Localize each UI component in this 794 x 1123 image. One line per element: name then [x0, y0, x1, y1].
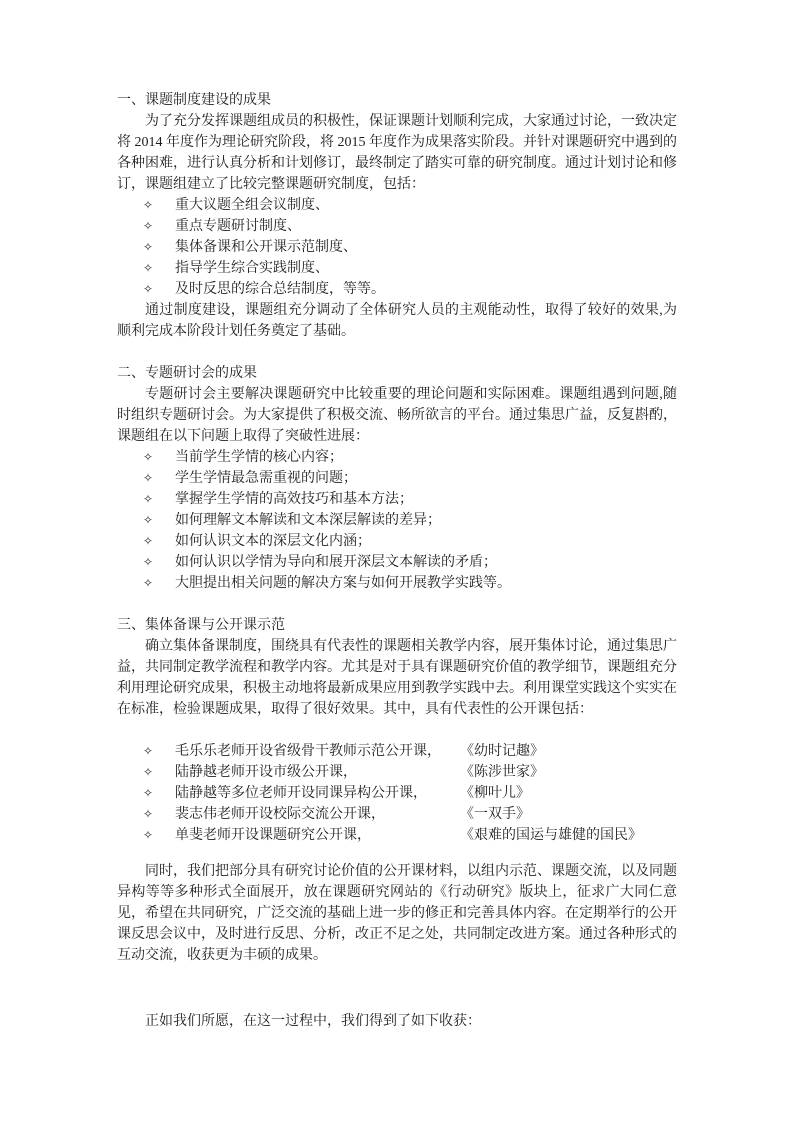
diamond-bullet-icon: ✧	[143, 786, 154, 800]
diamond-bullet-icon: ✧	[143, 198, 154, 212]
section-1-paragraph-1: 为了充分发挥课题组成员的积极性，保证课题计划顺利完成，大家通过讨论，一致决定将 2014 年度作为理论研究阶段，将 2015 年度作为成果落实阶段。并针对课题研究中遇到的各种困难，进行认真分析和计划修订，最终制定了踏实可靠的研究制度。通过计划讨论和修订，课题组建立了比较完整课题研究制度，包括：	[117, 114, 677, 192]
diamond-bullet-icon: ✧	[143, 450, 154, 464]
diamond-bullet-icon: ✧	[143, 240, 154, 254]
closing-line: 正如我们所愿，在这一过程中，我们得到了如下收获：	[145, 1014, 481, 1029]
diamond-bullet-icon: ✧	[143, 513, 154, 527]
section-2-paragraph-1: 专题研讨会主要解决课题研究中比较重要的理论问题和实际困难。课题组遇到问题,随时组织专题研讨会。为大家提供了积极交流、畅所欲言的平台。通过集思广益，反复斟酌，课题组在以下问题上取得了突破性进展：	[117, 387, 677, 444]
open-class-item	[117, 762, 677, 783]
diamond-bullet-icon: ✧	[143, 555, 154, 569]
open-class-book-title: 《幼时记趣》	[460, 744, 544, 759]
document-content	[117, 90, 677, 1032]
section-1-bullet-list	[117, 195, 677, 300]
list-item	[117, 195, 677, 216]
open-class-list	[117, 741, 677, 846]
list-item	[117, 552, 677, 573]
list-item	[117, 531, 677, 552]
diamond-bullet-icon: ✧	[143, 282, 154, 296]
list-item	[117, 573, 677, 594]
open-class-book-title: 《陈涉世家》	[460, 765, 544, 780]
list-item-text: 重大议题全组会议制度、	[175, 198, 329, 213]
list-item	[117, 489, 677, 510]
open-class-description: 单斐老师开设课题研究公开课，	[175, 828, 371, 843]
list-item-text: 及时反思的综合总结制度，等等。	[175, 282, 385, 297]
list-item-text: 如何认识文本的深层文化内涵；	[175, 534, 371, 549]
list-item-text: 重点专题研讨制度、	[175, 219, 301, 234]
list-item-text: 如何认识以学情为导向和展开深层文本解读的矛盾；	[175, 555, 497, 570]
list-item-text: 如何理解文本解读和文本深层解读的差异；	[175, 513, 441, 528]
diamond-bullet-icon: ✧	[143, 807, 154, 821]
diamond-bullet-icon: ✧	[143, 219, 154, 233]
open-class-description: 裴志伟老师开设校际交流公开课，	[175, 807, 385, 822]
open-class-book-title: 《柳叶儿》	[460, 786, 530, 801]
open-class-item	[117, 741, 677, 762]
list-item	[117, 258, 677, 279]
list-item	[117, 468, 677, 489]
section-1-heading: 一、课题制度建设的成果	[117, 93, 271, 108]
diamond-bullet-icon: ✧	[143, 828, 154, 842]
section-2-heading: 二、专题研讨会的成果	[117, 366, 257, 381]
diamond-bullet-icon: ✧	[143, 261, 154, 275]
list-item	[117, 216, 677, 237]
open-class-book-title: 《一双手》	[460, 807, 530, 822]
open-class-item	[117, 825, 677, 846]
diamond-bullet-icon: ✧	[143, 744, 154, 758]
open-class-description: 陆静越等多位老师开设同课异构公开课，	[175, 786, 427, 801]
open-class-description: 陆静越老师开设市级公开课，	[175, 765, 357, 780]
open-class-book-title: 《艰难的国运与雄健的国民》	[460, 828, 642, 843]
list-item-text: 大胆提出相关问题的解决方案与如何开展教学实践等。	[175, 576, 511, 591]
list-item	[117, 237, 677, 258]
open-class-description: 毛乐乐老师开设省级骨干教师示范公开课，	[175, 744, 441, 759]
section-3-paragraph-1: 确立集体备课制度，围绕具有代表性的课题相关教学内容，展开集体讨论，通过集思广益，共同制定教学流程和教学内容。尤其是对于具有课题研究价值的教学细节，课题组充分利用理论研究成果，积极主动地将最新成果应用到教学实践中去。利用课堂实践这个实实在在标准，检验课题成果，取得了很好效果。其中，具有代表性的公开课包括：	[117, 639, 677, 717]
list-item-text: 学生学情最急需重视的问题；	[175, 471, 357, 486]
diamond-bullet-icon: ✧	[143, 471, 154, 485]
list-item	[117, 279, 677, 300]
diamond-bullet-icon: ✧	[143, 765, 154, 779]
diamond-bullet-icon: ✧	[143, 534, 154, 548]
list-item	[117, 510, 677, 531]
section-1-paragraph-2: 通过制度建设，课题组充分调动了全体研究人员的主观能动性，取得了较好的效果,为顺利完成本阶段计划任务奠定了基础。	[117, 303, 677, 339]
diamond-bullet-icon: ✧	[143, 576, 154, 590]
section-3-paragraph-2: 同时，我们把部分具有研究讨论价值的公开课材料，以组内示范、课题交流，以及同题异构等等多种形式全面展开，放在课题研究网站的《行动研究》版块上，征求广大同仁意见，希望在共同研究，广泛交流的基础上进一步的修正和完善具体内容。在定期举行的公开课反思会议中，及时进行反思、分析，改正不足之处，共同制定改进方案。通过各种形式的互动交流，收获更为丰硕的成果。	[117, 864, 677, 963]
list-item	[117, 447, 677, 468]
list-item-text: 指导学生综合实践制度、	[175, 261, 329, 276]
section-2-bullet-list	[117, 447, 677, 594]
list-item-text: 集体备课和公开课示范制度、	[175, 240, 357, 255]
open-class-item	[117, 804, 677, 825]
diamond-bullet-icon: ✧	[143, 492, 154, 506]
list-item-text: 掌握学生学情的高效技巧和基本方法；	[175, 492, 413, 507]
list-item-text: 当前学生学情的核心内容；	[175, 450, 343, 465]
section-3-heading: 三、集体备课与公开课示范	[117, 618, 285, 633]
open-class-item	[117, 783, 677, 804]
